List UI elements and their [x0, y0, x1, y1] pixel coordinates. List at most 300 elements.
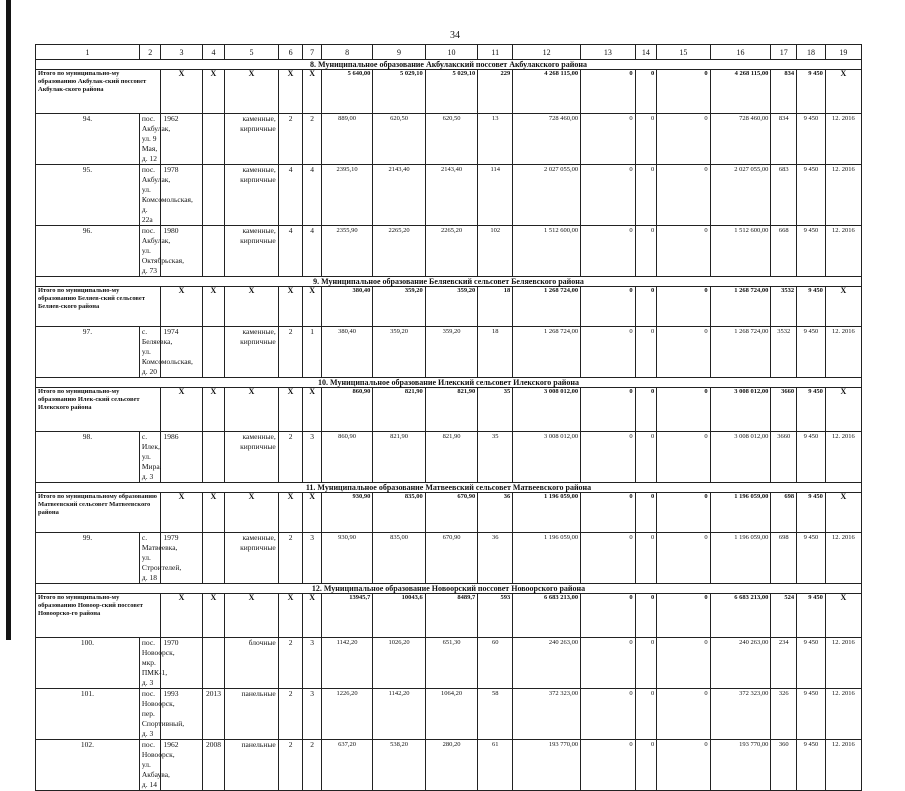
row-area-premises: 2143,40: [373, 165, 425, 226]
row-material: блочные: [225, 638, 278, 689]
row-entrances: 3: [303, 533, 322, 584]
total-zero: 0: [657, 594, 710, 638]
row-material: каменные, кирпичные: [225, 432, 278, 483]
row-residents: 60: [478, 638, 513, 689]
row-limit: 9 450: [797, 327, 826, 378]
total-mark: X: [202, 388, 225, 432]
row-year-repair: 2013: [202, 689, 225, 740]
section-title-row: [36, 277, 862, 287]
row-residents: 114: [478, 165, 513, 226]
row-zero: 0: [581, 165, 636, 226]
total-mark: X: [202, 70, 225, 114]
row-area-total: 930,90: [321, 533, 372, 584]
total-mark: X: [161, 287, 202, 327]
row-year-repair: [202, 114, 225, 165]
column-header: 16: [710, 45, 771, 60]
total-cost: 3 008 012,00: [513, 388, 581, 432]
row-cost: 1 512 600,00: [513, 226, 581, 277]
total-limit: 9 450: [797, 70, 826, 114]
total-unit-cost: 3532: [771, 287, 797, 327]
row-number: 94.: [36, 114, 140, 165]
total-label: Итого по муниципальному образованию Матвеевский сельсовет Матвеевского района: [36, 493, 161, 533]
row-floors: 2: [278, 432, 303, 483]
row-cost: 1 196 059,00: [513, 533, 581, 584]
row-zero: 0: [657, 114, 710, 165]
row-residents: 58: [478, 689, 513, 740]
row-number: 101.: [36, 689, 140, 740]
section-title: 12. Муниципальное образование Новоорский поссовет Новоорского района: [36, 584, 862, 594]
total-area: 359,20: [425, 287, 477, 327]
row-date: 12. 2016: [825, 226, 861, 277]
row-unit-cost: 834: [771, 114, 797, 165]
row-date: 12. 2016: [825, 432, 861, 483]
total-mark: X: [825, 493, 861, 533]
total-zero: 0: [581, 594, 636, 638]
row-sum: 1 268 724,00: [710, 327, 771, 378]
row-sum: 193 770,00: [710, 740, 771, 791]
total-area: 670,90: [425, 493, 477, 533]
total-mark: X: [161, 594, 202, 638]
row-year-repair: [202, 533, 225, 584]
total-limit: 9 450: [797, 287, 826, 327]
total-mark: X: [303, 388, 322, 432]
table-row: [36, 533, 862, 584]
row-zero: 0: [635, 689, 657, 740]
total-sum: 4 268 115,00: [710, 70, 771, 114]
row-address: с. Илек, ул. Мира, д. 3: [139, 432, 161, 483]
total-mark: X: [303, 493, 322, 533]
row-year-repair: [202, 327, 225, 378]
total-cost: 1 196 059,00: [513, 493, 581, 533]
column-header: 6: [278, 45, 303, 60]
row-number: 100.: [36, 638, 140, 689]
row-entrances: 3: [303, 432, 322, 483]
row-cost: 1 268 724,00: [513, 327, 581, 378]
row-unit-cost: 3532: [771, 327, 797, 378]
total-mark: X: [303, 287, 322, 327]
row-floors: 2: [278, 533, 303, 584]
column-header: 8: [321, 45, 372, 60]
total-limit: 9 450: [797, 594, 826, 638]
total-mark: X: [825, 594, 861, 638]
row-area-premises: 821,90: [373, 432, 425, 483]
total-area: 821,90: [425, 388, 477, 432]
total-zero: 0: [581, 493, 636, 533]
row-floors: 2: [278, 689, 303, 740]
row-floors: 2: [278, 740, 303, 791]
row-zero: 0: [581, 114, 636, 165]
row-residents: 18: [478, 327, 513, 378]
section-title-row: [36, 60, 862, 70]
section-title-row: [36, 584, 862, 594]
section-total-row: [36, 287, 862, 327]
total-label: Итого по муниципально-му образованию Беляев-ский сельсовет Беляев-ского района: [36, 287, 161, 327]
row-area-premises: 538,20: [373, 740, 425, 791]
total-unit-cost: 834: [771, 70, 797, 114]
row-limit: 9 450: [797, 165, 826, 226]
row-cost: 2 027 055,00: [513, 165, 581, 226]
row-area-living: 670,90: [425, 533, 477, 584]
total-residents: 36: [478, 493, 513, 533]
total-area: 380,40: [321, 287, 372, 327]
total-zero: 0: [581, 70, 636, 114]
row-number: 97.: [36, 327, 140, 378]
total-area: 930,90: [321, 493, 372, 533]
column-header: 12: [513, 45, 581, 60]
row-zero: 0: [581, 638, 636, 689]
total-mark: X: [278, 594, 303, 638]
row-entrances: 4: [303, 165, 322, 226]
total-area: 359,20: [373, 287, 425, 327]
row-zero: 0: [657, 226, 710, 277]
row-floors: 2: [278, 327, 303, 378]
row-number: 96.: [36, 226, 140, 277]
row-year-repair: [202, 638, 225, 689]
row-material: каменные, кирпичные: [225, 533, 278, 584]
total-sum: 1 268 724,00: [710, 287, 771, 327]
row-year-built: 1979: [161, 533, 202, 584]
row-address: пос. Новоорск, мкр. ПМК-1, д. 3: [139, 638, 161, 689]
row-zero: 0: [635, 740, 657, 791]
row-zero: 0: [635, 432, 657, 483]
row-residents: 102: [478, 226, 513, 277]
row-entrances: 3: [303, 689, 322, 740]
total-area: 5 640,00: [321, 70, 372, 114]
total-zero: 0: [635, 70, 657, 114]
row-year-built: 1978: [161, 165, 202, 226]
total-mark: X: [303, 70, 322, 114]
total-residents: 35: [478, 388, 513, 432]
total-mark: X: [278, 70, 303, 114]
total-label: Итого по муниципально-му образованию Илек-ский сельсовет Илекского района: [36, 388, 161, 432]
row-area-living: 651,30: [425, 638, 477, 689]
row-unit-cost: 234: [771, 638, 797, 689]
row-date: 12. 2016: [825, 165, 861, 226]
row-area-total: 637,20: [321, 740, 372, 791]
row-zero: 0: [635, 533, 657, 584]
page-number: 34: [450, 30, 460, 41]
total-mark: X: [225, 70, 278, 114]
row-floors: 2: [278, 114, 303, 165]
total-area: 5 029,10: [425, 70, 477, 114]
total-residents: 18: [478, 287, 513, 327]
row-residents: 61: [478, 740, 513, 791]
section-title: 11. Муниципальное образование Матвеевский сельсовет Матвеевского района: [36, 483, 862, 493]
row-area-premises: 2265,20: [373, 226, 425, 277]
total-mark: X: [225, 493, 278, 533]
row-limit: 9 450: [797, 638, 826, 689]
row-zero: 0: [657, 689, 710, 740]
row-number: 99.: [36, 533, 140, 584]
column-header: 13: [581, 45, 636, 60]
row-floors: 4: [278, 165, 303, 226]
column-header: 5: [225, 45, 278, 60]
table-row: [36, 689, 862, 740]
total-area: 835,00: [373, 493, 425, 533]
column-header: 14: [635, 45, 657, 60]
row-date: 12. 2016: [825, 740, 861, 791]
register-table: [35, 44, 862, 791]
row-area-living: 280,20: [425, 740, 477, 791]
total-mark: X: [825, 388, 861, 432]
row-material: каменные, кирпичные: [225, 327, 278, 378]
row-sum: 3 008 012,00: [710, 432, 771, 483]
column-header: 4: [202, 45, 225, 60]
row-zero: 0: [581, 226, 636, 277]
total-mark: X: [202, 287, 225, 327]
total-area: 8489,7: [425, 594, 477, 638]
column-header: 7: [303, 45, 322, 60]
column-header: 19: [825, 45, 861, 60]
column-header: 9: [373, 45, 425, 60]
row-zero: 0: [657, 533, 710, 584]
row-unit-cost: 668: [771, 226, 797, 277]
row-entrances: 1: [303, 327, 322, 378]
row-unit-cost: 698: [771, 533, 797, 584]
row-address: пос. Акбулак, ул. Комсомольская, д. 22а: [139, 165, 161, 226]
row-address: пос. Акбулак, ул. 9 Мая, д. 12: [139, 114, 161, 165]
total-area: 5 029,10: [373, 70, 425, 114]
row-zero: 0: [581, 327, 636, 378]
total-mark: X: [825, 70, 861, 114]
row-zero: 0: [657, 165, 710, 226]
column-header: 2: [139, 45, 161, 60]
section-title: 10. Муниципальное образование Илекский сельсовет Илекского района: [36, 378, 862, 388]
row-material: каменные, кирпичные: [225, 165, 278, 226]
total-sum: 3 008 012,00: [710, 388, 771, 432]
row-area-total: 2355,90: [321, 226, 372, 277]
total-zero: 0: [635, 287, 657, 327]
column-header: 18: [797, 45, 826, 60]
row-address: пос. Новоорск, пер. Спортивный, д. 3: [139, 689, 161, 740]
row-area-living: 2143,40: [425, 165, 477, 226]
table-row: [36, 740, 862, 791]
row-date: 12. 2016: [825, 689, 861, 740]
total-limit: 9 450: [797, 493, 826, 533]
row-floors: 2: [278, 638, 303, 689]
table-row: [36, 327, 862, 378]
total-unit-cost: 698: [771, 493, 797, 533]
row-year-built: 1993: [161, 689, 202, 740]
row-sum: 240 263,00: [710, 638, 771, 689]
row-area-premises: 1026,20: [373, 638, 425, 689]
column-header: 15: [657, 45, 710, 60]
table-row: [36, 226, 862, 277]
total-zero: 0: [657, 388, 710, 432]
row-zero: 0: [635, 114, 657, 165]
total-mark: X: [278, 493, 303, 533]
column-header: 11: [478, 45, 513, 60]
row-entrances: 2: [303, 740, 322, 791]
total-mark: X: [202, 493, 225, 533]
total-sum: 6 683 213,00: [710, 594, 771, 638]
total-residents: 229: [478, 70, 513, 114]
row-area-living: 1064,20: [425, 689, 477, 740]
section-total-row: [36, 594, 862, 638]
row-date: 12. 2016: [825, 638, 861, 689]
section-total-row: [36, 70, 862, 114]
total-label: Итого по муниципально-му образованию Новоор-ский поссовет Новоорско-го района: [36, 594, 161, 638]
row-sum: 1 196 059,00: [710, 533, 771, 584]
total-area: 10043,6: [373, 594, 425, 638]
row-cost: 372 323,00: [513, 689, 581, 740]
row-residents: 36: [478, 533, 513, 584]
total-label: Итого по муниципально-му образованию Акбулак-ский поссовет Акбулак-ского района: [36, 70, 161, 114]
row-number: 95.: [36, 165, 140, 226]
row-zero: 0: [581, 740, 636, 791]
column-header: 10: [425, 45, 477, 60]
row-zero: 0: [657, 638, 710, 689]
row-cost: 193 770,00: [513, 740, 581, 791]
row-zero: 0: [657, 740, 710, 791]
total-mark: X: [225, 388, 278, 432]
total-mark: X: [825, 287, 861, 327]
section-total-row: [36, 388, 862, 432]
row-area-total: 1142,20: [321, 638, 372, 689]
row-unit-cost: 326: [771, 689, 797, 740]
section-title: 8. Муниципальное образование Акбулакский поссовет Акбулакского района: [36, 60, 862, 70]
row-date: 12. 2016: [825, 114, 861, 165]
total-cost: 4 268 115,00: [513, 70, 581, 114]
row-unit-cost: 360: [771, 740, 797, 791]
row-material: панельные: [225, 689, 278, 740]
total-zero: 0: [657, 493, 710, 533]
row-date: 12. 2016: [825, 533, 861, 584]
row-zero: 0: [635, 165, 657, 226]
row-area-premises: 359,20: [373, 327, 425, 378]
row-year-repair: 2008: [202, 740, 225, 791]
row-material: панельные: [225, 740, 278, 791]
row-area-living: 821,90: [425, 432, 477, 483]
row-residents: 35: [478, 432, 513, 483]
row-limit: 9 450: [797, 533, 826, 584]
row-zero: 0: [657, 432, 710, 483]
row-area-total: 889,00: [321, 114, 372, 165]
left-margin-bar: [6, 0, 11, 640]
row-zero: 0: [581, 432, 636, 483]
row-zero: 0: [635, 327, 657, 378]
total-area: 13945,7: [321, 594, 372, 638]
row-limit: 9 450: [797, 226, 826, 277]
row-entrances: 4: [303, 226, 322, 277]
section-title: 9. Муниципальное образование Беляевский сельсовет Беляевского района: [36, 277, 862, 287]
total-mark: X: [161, 70, 202, 114]
total-mark: X: [278, 287, 303, 327]
row-area-premises: 1142,20: [373, 689, 425, 740]
total-mark: X: [161, 388, 202, 432]
total-zero: 0: [635, 388, 657, 432]
table-row: [36, 638, 862, 689]
row-unit-cost: 3660: [771, 432, 797, 483]
total-zero: 0: [635, 594, 657, 638]
row-residents: 13: [478, 114, 513, 165]
section-title-row: [36, 378, 862, 388]
row-area-living: 620,50: [425, 114, 477, 165]
total-mark: X: [303, 594, 322, 638]
row-zero: 0: [635, 226, 657, 277]
column-header: 1: [36, 45, 140, 60]
total-mark: X: [161, 493, 202, 533]
row-area-living: 2265,20: [425, 226, 477, 277]
row-zero: 0: [657, 327, 710, 378]
total-limit: 9 450: [797, 388, 826, 432]
total-unit-cost: 3660: [771, 388, 797, 432]
row-year-repair: [202, 226, 225, 277]
row-number: 102.: [36, 740, 140, 791]
total-zero: 0: [635, 493, 657, 533]
total-unit-cost: 524: [771, 594, 797, 638]
row-limit: 9 450: [797, 432, 826, 483]
total-area: 821,90: [373, 388, 425, 432]
section-title-row: [36, 483, 862, 493]
total-zero: 0: [581, 388, 636, 432]
row-floors: 4: [278, 226, 303, 277]
row-area-premises: 835,00: [373, 533, 425, 584]
row-year-built: 1986: [161, 432, 202, 483]
column-header: 3: [161, 45, 202, 60]
row-limit: 9 450: [797, 740, 826, 791]
row-zero: 0: [635, 638, 657, 689]
total-mark: X: [225, 594, 278, 638]
row-sum: 372 323,00: [710, 689, 771, 740]
row-year-built: 1962: [161, 740, 202, 791]
row-sum: 728 460,00: [710, 114, 771, 165]
row-cost: 3 008 012,00: [513, 432, 581, 483]
table-row: [36, 165, 862, 226]
row-year-built: 1974: [161, 327, 202, 378]
total-zero: 0: [657, 70, 710, 114]
row-entrances: 2: [303, 114, 322, 165]
total-mark: X: [202, 594, 225, 638]
total-mark: X: [225, 287, 278, 327]
row-area-premises: 620,50: [373, 114, 425, 165]
row-zero: 0: [581, 689, 636, 740]
row-limit: 9 450: [797, 689, 826, 740]
row-address: с. Матвеевка, ул. Строителей, д. 18: [139, 533, 161, 584]
row-area-total: 380,40: [321, 327, 372, 378]
table-row: [36, 432, 862, 483]
row-area-total: 2395,10: [321, 165, 372, 226]
row-entrances: 3: [303, 638, 322, 689]
total-cost: 1 268 724,00: [513, 287, 581, 327]
row-zero: 0: [581, 533, 636, 584]
row-area-living: 359,20: [425, 327, 477, 378]
row-area-total: 860,90: [321, 432, 372, 483]
total-zero: 0: [581, 287, 636, 327]
total-zero: 0: [657, 287, 710, 327]
table-row: [36, 114, 862, 165]
row-address: с. Беляевка, ул. Комсомольская, д. 20: [139, 327, 161, 378]
row-limit: 9 450: [797, 114, 826, 165]
row-year-built: 1970: [161, 638, 202, 689]
total-residents: 593: [478, 594, 513, 638]
row-year-repair: [202, 432, 225, 483]
row-number: 98.: [36, 432, 140, 483]
row-year-built: 1962: [161, 114, 202, 165]
row-material: каменные, кирпичные: [225, 226, 278, 277]
section-total-row: [36, 493, 862, 533]
row-year-built: 1980: [161, 226, 202, 277]
total-sum: 1 196 059,00: [710, 493, 771, 533]
row-area-total: 1226,20: [321, 689, 372, 740]
total-area: 860,90: [321, 388, 372, 432]
total-mark: X: [278, 388, 303, 432]
row-address: пос. Новоорск, ул. Акбаува, д. 14: [139, 740, 161, 791]
row-sum: 1 512 600,00: [710, 226, 771, 277]
row-cost: 240 263,00: [513, 638, 581, 689]
row-sum: 2 027 055,00: [710, 165, 771, 226]
row-date: 12. 2016: [825, 327, 861, 378]
